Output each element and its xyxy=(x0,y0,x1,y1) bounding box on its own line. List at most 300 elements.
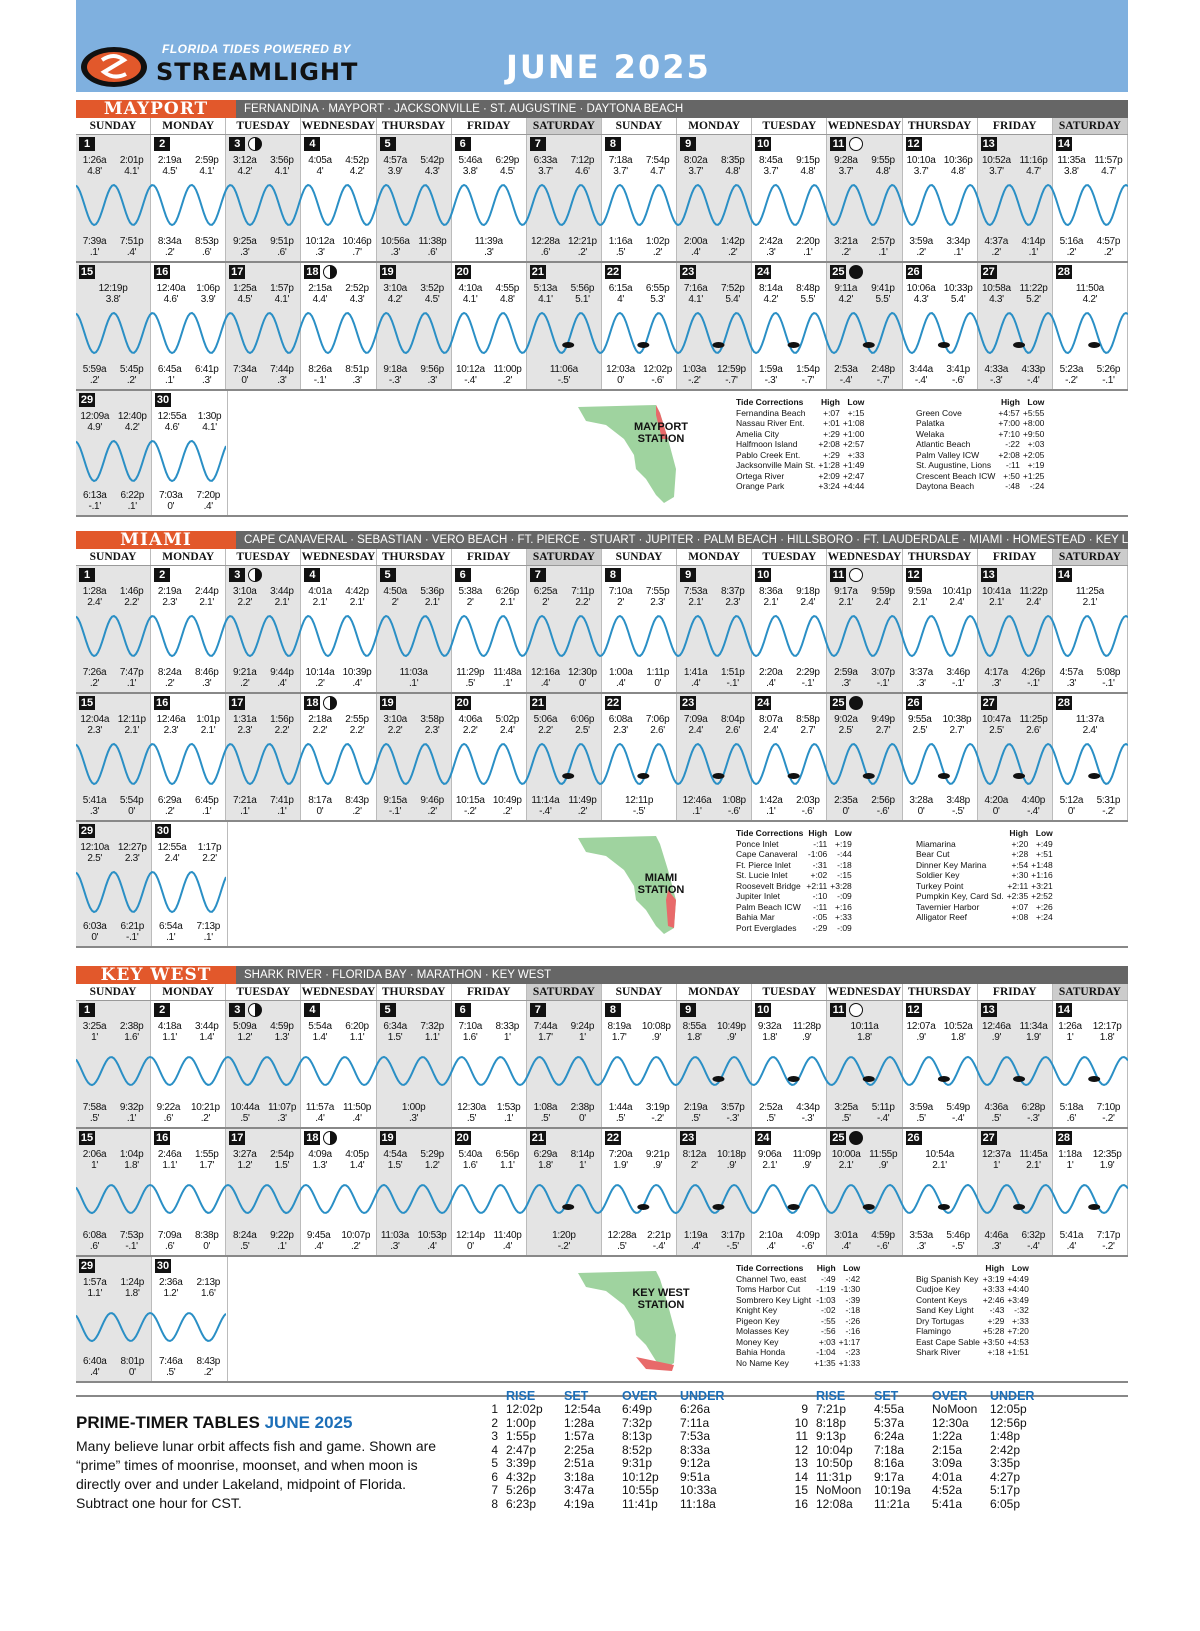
day-number: 26 xyxy=(907,697,920,709)
tide-time: 10:18p xyxy=(717,1149,746,1160)
corrections-cell: +2:09 xyxy=(818,470,840,481)
low-tide xyxy=(984,236,1008,258)
page-title: JUNE 2025 xyxy=(506,48,711,86)
day-cell xyxy=(76,694,151,820)
corrections-cell: -:49 xyxy=(820,1273,836,1284)
empty-cell xyxy=(378,1257,453,1381)
tide-height: 2' xyxy=(690,1160,698,1171)
corrections-cell: +4:57 xyxy=(998,407,1020,418)
high-tides xyxy=(903,283,977,305)
corrections-cell: Bahia Honda xyxy=(736,1347,786,1357)
corrections-header: High xyxy=(808,828,828,838)
day-number: 7 xyxy=(530,1003,546,1017)
tide-time: 10:08p xyxy=(641,1021,671,1032)
corrections-cell: +:49 xyxy=(1035,838,1053,849)
tide-height: -.4' xyxy=(1027,806,1040,817)
day-cell xyxy=(752,263,827,389)
high-tide xyxy=(982,1149,1011,1171)
corrections-cell: +4:44 xyxy=(842,481,865,491)
tide-time: 11:25a xyxy=(1075,586,1104,597)
tide-height: 2.3' xyxy=(725,597,741,608)
tide-height: 3.9' xyxy=(200,294,216,305)
high-tide xyxy=(609,155,633,177)
tide-time: 5:09a xyxy=(233,1021,257,1032)
tide-time: 9:15p xyxy=(796,155,820,166)
day-number: 16 xyxy=(156,697,169,709)
prime-day: 16 xyxy=(794,1496,808,1511)
low-tide xyxy=(158,667,182,689)
corrections-cell: +:28 xyxy=(1011,849,1029,859)
corrections-header: High xyxy=(821,397,840,407)
low-tides xyxy=(76,667,150,689)
low-tides xyxy=(752,364,826,386)
tide-time: 8:43p xyxy=(345,795,369,806)
low-tide xyxy=(683,364,707,386)
tide-height: 1.5' xyxy=(387,1160,403,1171)
low-tide xyxy=(158,364,182,386)
tide-height: 4.5' xyxy=(237,294,253,305)
corrections-cell: St. Lucie Inlet xyxy=(736,870,788,880)
low-tide xyxy=(946,795,970,817)
high-tides xyxy=(1053,714,1127,736)
day-number: 1 xyxy=(79,568,95,582)
high-tides xyxy=(978,1149,1052,1171)
tide-height: 0' xyxy=(842,806,850,817)
tide-time: 11:39a xyxy=(474,236,503,247)
tide-time: 8:46p xyxy=(194,667,219,678)
corrections-cell: Knight Key xyxy=(736,1305,778,1315)
tide-height: 4.7' xyxy=(1026,166,1041,177)
tide-height: 4.4' xyxy=(312,294,328,305)
tide-height: 5.3' xyxy=(650,294,665,305)
tide-height: 1.1' xyxy=(162,1160,177,1171)
day-number: 24 xyxy=(757,1132,770,1144)
tide-time: 1:57a xyxy=(82,1277,107,1288)
tide-height: .4' xyxy=(313,1241,324,1252)
tide-time: 7:39a xyxy=(82,236,107,247)
tide-time: 6:13a xyxy=(82,490,107,501)
high-tide xyxy=(270,1149,294,1171)
tide-height: .2' xyxy=(164,806,175,817)
high-tide xyxy=(196,1277,220,1299)
low-tide xyxy=(647,1230,671,1252)
tide-height: -.1' xyxy=(313,375,327,386)
high-tide xyxy=(1057,155,1085,177)
tide-height: 2.1' xyxy=(763,597,779,608)
station-label: MIAMI STATION xyxy=(637,872,685,896)
low-tide xyxy=(684,1230,708,1252)
high-tide xyxy=(196,714,220,736)
day-number: 21 xyxy=(531,266,544,278)
tide-time: 3:44p xyxy=(270,586,294,597)
tide-height: .2' xyxy=(841,247,851,258)
high-tide xyxy=(157,714,186,736)
tide-time: 8:43p xyxy=(196,1356,221,1367)
high-tides xyxy=(752,1149,826,1171)
day-number: 22 xyxy=(606,697,620,709)
high-tide xyxy=(1019,714,1047,736)
tide-height: -.5' xyxy=(557,375,571,386)
high-tides xyxy=(527,1149,601,1171)
tide-height: 4.3' xyxy=(989,294,1004,305)
tide-time: 8:48p xyxy=(796,283,820,294)
tide-height: 2.1' xyxy=(424,597,440,608)
tide-time: 2:15a xyxy=(308,283,332,294)
tide-time: 7:20a xyxy=(608,1149,633,1160)
tide-time: 5:38a xyxy=(458,586,482,597)
weekday-label: FRIDAY xyxy=(452,984,527,1000)
high-tide xyxy=(717,1021,746,1043)
tide-height: .1' xyxy=(953,247,963,258)
weekday-label: THURSDAY xyxy=(377,549,452,565)
tide-height: .9' xyxy=(802,1032,812,1043)
prime-header xyxy=(766,1389,816,1403)
corrections-cell: +1:08 xyxy=(842,418,865,428)
tide-height: .2' xyxy=(164,678,175,689)
tide-time: 12:35p xyxy=(1092,1149,1122,1160)
low-tide xyxy=(871,667,895,689)
low-tide xyxy=(191,1102,220,1124)
corrections-cell: -:11 xyxy=(813,901,828,912)
high-tide xyxy=(420,586,444,608)
tide-height: .3' xyxy=(240,247,250,258)
high-tide xyxy=(308,1021,332,1043)
tide-time: 2:52p xyxy=(345,283,369,294)
tide-height: 1.6' xyxy=(124,1032,139,1043)
tide-height: 3.8' xyxy=(462,166,478,177)
corrections-header xyxy=(916,397,998,408)
tide-height: .5' xyxy=(465,678,475,689)
high-tide xyxy=(796,283,820,305)
high-tide xyxy=(646,714,670,736)
tide-height: .5' xyxy=(615,1113,626,1124)
tide-time: 5:08p xyxy=(1096,667,1121,678)
high-tide xyxy=(345,283,369,305)
low-tides xyxy=(76,921,151,943)
tide-time: 7:46a xyxy=(158,1356,183,1367)
corrections-header: Low xyxy=(1027,397,1045,407)
high-tides xyxy=(452,155,526,177)
low-tide xyxy=(120,236,144,258)
low-tides xyxy=(301,1230,375,1252)
low-tides xyxy=(76,236,150,258)
low-tide xyxy=(717,364,746,386)
corrections-cell: East Cape Sable xyxy=(916,1336,980,1347)
corrections-cell: -1:19 xyxy=(816,1284,836,1294)
low-tide xyxy=(531,236,560,258)
high-tides xyxy=(527,1021,601,1043)
low-tides xyxy=(978,667,1052,689)
tide-height: 2.6' xyxy=(650,725,665,736)
tide-height: 2.6' xyxy=(725,725,741,736)
day-number: 17 xyxy=(231,697,244,709)
corrections-cell: +1:51 xyxy=(1007,1347,1029,1357)
day-cell xyxy=(76,135,151,261)
tide-height: .3' xyxy=(277,375,287,386)
tide-height: .4' xyxy=(352,678,362,689)
week-row xyxy=(76,391,1128,517)
tide-time: 7:09a xyxy=(157,1230,182,1241)
corrections-cell: +3:28 xyxy=(830,880,852,891)
tide-height: 2' xyxy=(391,597,399,608)
tide-time: 11:40p xyxy=(493,1230,522,1241)
tide-height: 5.5' xyxy=(800,294,816,305)
tide-time: 8:14a xyxy=(759,283,783,294)
tide-time: 7:44a xyxy=(533,1021,558,1032)
high-tide xyxy=(534,1021,558,1043)
prime-header: SET xyxy=(564,1389,589,1403)
tide-height: 1.4' xyxy=(349,1160,365,1171)
day-number: 20 xyxy=(456,697,469,709)
high-tide xyxy=(1058,1021,1082,1043)
day-number: 17 xyxy=(231,1132,244,1144)
tide-time: 2:10a xyxy=(759,1230,783,1241)
tide-time: 9:44p xyxy=(270,667,294,678)
high-tide xyxy=(496,586,520,608)
tide-height: .4' xyxy=(841,1241,851,1252)
high-tides xyxy=(602,586,676,608)
weekday-label: SATURDAY xyxy=(1053,984,1128,1000)
prime-time: 12:08a xyxy=(816,1496,853,1511)
tide-height: 2.1' xyxy=(312,597,328,608)
tide-time: 3:44p xyxy=(194,1021,219,1032)
tide-time: 11:16p xyxy=(1019,155,1048,166)
moon-phase-icon xyxy=(248,1003,262,1017)
tide-height: 2.1' xyxy=(349,597,365,608)
high-tide xyxy=(871,714,895,736)
tide-time: 2:53a xyxy=(834,364,858,375)
high-tide xyxy=(908,586,932,608)
tide-time: 4:09p xyxy=(796,1230,820,1241)
day-cell xyxy=(1053,135,1128,261)
tide-height: 2.1' xyxy=(912,597,928,608)
low-tides xyxy=(677,364,751,386)
low-tides xyxy=(76,490,151,512)
high-tides xyxy=(978,714,1052,736)
weekday-label: THURSDAY xyxy=(903,549,978,565)
high-tide xyxy=(195,1021,219,1043)
day-number: 24 xyxy=(757,697,770,709)
low-tide xyxy=(341,1230,370,1252)
tide-height: 2.3' xyxy=(613,725,628,736)
tide-time: 1:03a xyxy=(682,364,707,375)
tide-height: .5' xyxy=(466,1113,477,1124)
tide-height: 2.1' xyxy=(1026,1160,1041,1171)
tide-time: 2:52a xyxy=(759,1102,783,1113)
day-cell xyxy=(377,1001,452,1127)
corrections-cell: Flamingo xyxy=(916,1326,951,1336)
tide-time: 8:14p xyxy=(570,1149,595,1160)
low-tide xyxy=(946,1102,970,1124)
low-tides xyxy=(377,364,451,386)
day-cell xyxy=(602,1129,677,1255)
day-cell xyxy=(903,566,978,692)
tide-time: 4:14p xyxy=(1021,236,1046,247)
corrections-cell: +:26 xyxy=(1035,901,1053,912)
tide-height: .2' xyxy=(1066,247,1077,258)
low-tide xyxy=(270,236,294,258)
low-tides xyxy=(377,667,451,689)
low-tides xyxy=(1053,1230,1127,1252)
high-tides xyxy=(377,1149,451,1171)
tide-height: .2' xyxy=(351,1241,361,1252)
tide-height: -.1' xyxy=(876,678,890,689)
tide-height: 2.1' xyxy=(762,1160,777,1171)
high-tide xyxy=(534,1149,558,1171)
prime-time: 6:49p xyxy=(622,1402,653,1416)
high-tide xyxy=(233,586,257,608)
corrections-cell: Soldier Key xyxy=(916,870,960,880)
corrections-cell: Alligator Reef xyxy=(916,912,968,922)
corrections-cell: +:07 xyxy=(823,407,840,418)
low-tides xyxy=(152,1356,227,1378)
low-tides xyxy=(226,795,300,817)
low-tide xyxy=(984,795,1008,817)
day-cell xyxy=(76,566,151,692)
corrections-cell: -:44 xyxy=(837,849,852,859)
day-cell xyxy=(903,1129,978,1255)
tide-height: .9' xyxy=(726,1160,737,1171)
tide-height: .5' xyxy=(916,1113,926,1124)
tide-time: 1:55p xyxy=(194,1149,219,1160)
tide-time: 8:51p xyxy=(345,364,369,375)
prime-header: RISE xyxy=(816,1389,846,1403)
day-number: 22 xyxy=(606,266,620,278)
tide-time: 5:41a xyxy=(1059,1230,1084,1241)
high-tides xyxy=(377,283,451,305)
low-tides xyxy=(752,667,826,689)
day-cell xyxy=(827,694,902,820)
day-cell xyxy=(602,694,677,820)
tide-height: -.1' xyxy=(951,678,965,689)
high-tide xyxy=(496,1021,520,1043)
high-tides xyxy=(377,714,451,736)
weekday-label: THURSDAY xyxy=(377,984,452,1000)
high-tide xyxy=(646,1149,670,1171)
tide-height: -.1' xyxy=(801,678,815,689)
tide-height: .4' xyxy=(427,1241,437,1252)
day-cell xyxy=(978,1129,1053,1255)
moon-phase-icon xyxy=(248,568,262,582)
tide-height: 1.1' xyxy=(87,1288,103,1299)
tide-height: 0' xyxy=(917,806,925,817)
tide-height: .1' xyxy=(766,806,776,817)
low-tide xyxy=(1022,795,1046,817)
day-cell xyxy=(677,1001,752,1127)
high-tide xyxy=(982,155,1011,177)
tide-time: 9:49p xyxy=(871,714,895,725)
tide-time: 3:27a xyxy=(233,1149,257,1160)
tide-height: 3.7' xyxy=(538,166,553,177)
day-cell xyxy=(76,822,152,946)
day-number: 10 xyxy=(757,138,770,150)
day-cell xyxy=(1053,1129,1128,1255)
tide-height: 4.2' xyxy=(349,166,365,177)
high-tide xyxy=(684,283,708,305)
tide-height: 2.3' xyxy=(650,597,665,608)
high-tide xyxy=(534,283,558,305)
prime-table-right xyxy=(766,1389,1048,1511)
high-tide xyxy=(834,283,857,305)
empty-cell xyxy=(303,822,378,946)
high-tides xyxy=(677,155,751,177)
tide-height: .4' xyxy=(690,247,701,258)
prime-day: 6 xyxy=(491,1469,498,1484)
high-tides xyxy=(76,283,150,305)
prime-time: 4:27p xyxy=(990,1469,1021,1484)
high-tide xyxy=(871,155,895,177)
prime-day: 11 xyxy=(795,1429,808,1443)
tide-height: 2.1' xyxy=(932,1160,947,1171)
high-tide xyxy=(871,586,895,608)
tide-height: .2' xyxy=(577,806,588,817)
tide-time: 5:26p xyxy=(1096,364,1121,375)
day-cell xyxy=(377,694,452,820)
low-tides xyxy=(827,1230,901,1252)
corrections-cell: Daytona Beach xyxy=(916,481,975,491)
low-tides xyxy=(978,236,1052,258)
high-tides xyxy=(377,586,451,608)
tide-time: 5:54a xyxy=(308,1021,332,1032)
prime-time: NoMoon xyxy=(816,1483,862,1497)
low-tide xyxy=(684,1102,708,1124)
corrections-header: High xyxy=(1001,397,1020,407)
high-tide xyxy=(834,586,858,608)
tide-time: 2:46a xyxy=(157,1149,182,1160)
week-row xyxy=(76,1001,1128,1129)
tide-time: 2:06a xyxy=(82,1149,107,1160)
tide-time: 4:55p xyxy=(495,283,520,294)
tide-time: 3:57p xyxy=(720,1102,745,1113)
prime-time: 1:48p xyxy=(990,1429,1021,1443)
high-tide xyxy=(83,1149,107,1171)
weekday-header xyxy=(76,549,1128,566)
prime-header: RISE xyxy=(506,1389,536,1403)
day-cell xyxy=(978,694,1053,820)
low-tides xyxy=(377,1230,451,1252)
tide-time: 7:18a xyxy=(608,155,633,166)
corrections-cell: -:32 xyxy=(1014,1305,1029,1315)
tide-height: 1.1' xyxy=(349,1032,365,1043)
tide-time: 8:12a xyxy=(682,1149,707,1160)
tide-time: 1:00p xyxy=(401,1102,426,1113)
tide-height: -.2' xyxy=(464,806,477,817)
tide-time: 10:49p xyxy=(717,1021,746,1032)
high-tide xyxy=(420,714,444,736)
high-tide xyxy=(345,1021,369,1043)
high-tides xyxy=(827,1149,901,1171)
tide-height: 4.2' xyxy=(387,294,403,305)
tide-time: 7:26a xyxy=(82,667,107,678)
prime-time: 10:50p xyxy=(816,1456,853,1470)
low-tide xyxy=(402,1102,426,1124)
tide-time: 11:55p xyxy=(869,1149,898,1160)
corrections-cell: +9:50 xyxy=(1022,428,1045,439)
corrections-cell: Bahia Mar xyxy=(736,912,775,922)
weekday-label: FRIDAY xyxy=(978,984,1053,1000)
day-cell xyxy=(452,263,527,389)
day-cell xyxy=(677,135,752,261)
empty-cell xyxy=(453,1257,528,1381)
high-tides xyxy=(527,155,601,177)
high-tides xyxy=(827,586,901,608)
tide-height: 0' xyxy=(128,806,136,817)
tide-height: 0' xyxy=(1067,806,1075,817)
tide-height: 2.4' xyxy=(875,597,891,608)
high-tide xyxy=(609,586,633,608)
tide-time: 4:50a xyxy=(383,586,407,597)
low-tides xyxy=(377,236,451,258)
